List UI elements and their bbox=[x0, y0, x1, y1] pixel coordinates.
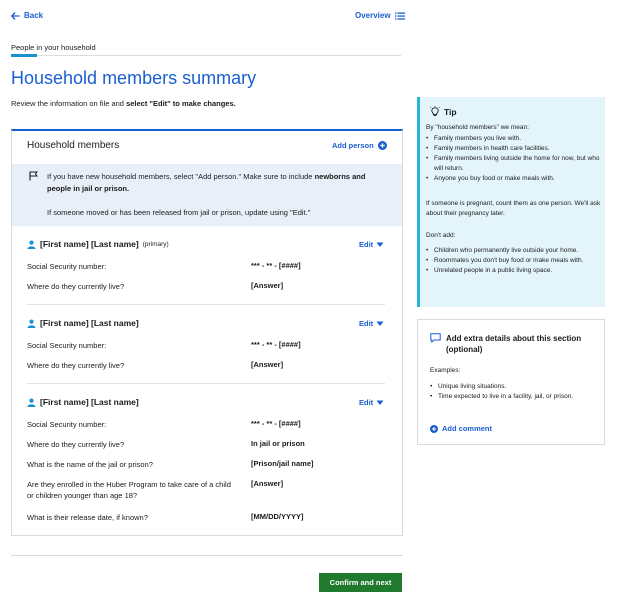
tip-list-item: • Children who permanently live outside your home. bbox=[426, 246, 601, 256]
extra-details-title: Add extra details about this section (optional) bbox=[446, 334, 582, 354]
member-divider bbox=[27, 383, 385, 384]
arrow-left-icon bbox=[11, 12, 20, 20]
member-name bbox=[27, 397, 139, 407]
tip-list-item: • Roommates you don't buy food or make meals with. bbox=[426, 256, 601, 266]
edit-member-button[interactable] bbox=[359, 398, 384, 407]
notice-text-2: If someone moved or has been released from jail or prison, update using "Edit." bbox=[47, 208, 311, 217]
field-value: In jail or prison bbox=[251, 439, 305, 448]
card-title: Household members bbox=[27, 140, 120, 151]
member-name-text: [First name] [Last name] bbox=[40, 239, 139, 249]
intro-bold: select "Edit" to make changes. bbox=[126, 99, 236, 108]
field-value: *** - ** - [####] bbox=[251, 261, 301, 270]
member-name bbox=[27, 239, 169, 249]
field-label: Social Security number: bbox=[27, 341, 107, 350]
person-icon bbox=[27, 319, 36, 328]
field-label: Where do they currently live? bbox=[27, 361, 125, 370]
field-value: *** - ** - [####] bbox=[251, 340, 301, 349]
back-link[interactable] bbox=[11, 11, 43, 20]
notice-text-bold: newborns and people in jail or prison. bbox=[47, 172, 366, 193]
field-label: What is the name of the jail or prison? bbox=[27, 460, 153, 469]
field-value: [MM/DD/YYYY] bbox=[251, 512, 304, 521]
person-icon bbox=[27, 398, 36, 407]
confirm-and-next-button[interactable]: Confirm and next bbox=[319, 573, 402, 592]
tip-list-item: • Family members in health care facilities. bbox=[426, 144, 601, 154]
tip-title bbox=[430, 106, 457, 117]
person-icon bbox=[27, 240, 36, 249]
caret-down-icon bbox=[376, 400, 384, 406]
overview-link[interactable] bbox=[355, 11, 405, 20]
tip-list-item: • Family members you live with. bbox=[426, 134, 601, 144]
list-icon bbox=[395, 12, 405, 20]
field-value: [Prison/jail name] bbox=[251, 459, 314, 468]
section-progress-accent bbox=[11, 54, 37, 57]
field-label: Social Security number: bbox=[27, 420, 107, 429]
tip-dont-add-label: Don't add: bbox=[426, 232, 456, 239]
field-label: Where do they currently live? bbox=[27, 282, 125, 291]
tip-intro: By "household members" we mean: bbox=[426, 124, 529, 131]
field-value: [Answer] bbox=[251, 479, 284, 488]
tip-list-item: • Family members living outside the home for now, but who will return. bbox=[426, 154, 601, 174]
examples-label: Examples: bbox=[430, 367, 461, 374]
add-comment-button[interactable] bbox=[430, 424, 492, 433]
section-label: People in your household bbox=[11, 43, 96, 52]
add-person-label: Add person bbox=[332, 141, 374, 150]
notice-text bbox=[47, 171, 367, 195]
tip-include-list bbox=[426, 134, 601, 184]
field-label: Are they enrolled in the Huber Program to take care of a child or children younger than age 18? bbox=[27, 480, 231, 500]
caret-down-icon bbox=[376, 242, 384, 248]
lightbulb-icon bbox=[430, 106, 440, 117]
section-divider bbox=[11, 55, 401, 56]
tip-list-item: • Unrelated people in a public living space. bbox=[426, 266, 601, 276]
member-tag: (primary) bbox=[142, 240, 169, 248]
comment-icon bbox=[430, 333, 441, 343]
member-name-text: [First name] [Last name] bbox=[40, 318, 139, 328]
tip-title-text: Tip bbox=[444, 106, 457, 117]
edit-label: Edit bbox=[359, 240, 374, 249]
notice-text-part: If you have new household members, select "Add person." Make sure to include bbox=[47, 172, 315, 181]
plus-circle-icon bbox=[378, 141, 387, 150]
footer-divider bbox=[11, 555, 403, 556]
example-item: • Unique living situations. bbox=[430, 382, 595, 392]
caret-down-icon bbox=[376, 321, 384, 327]
tip-list-item: • Anyone you buy food or make meals with. bbox=[426, 174, 601, 184]
overview-label: Overview bbox=[355, 11, 391, 20]
edit-member-button[interactable] bbox=[359, 240, 384, 249]
field-value: [Answer] bbox=[251, 360, 284, 369]
add-person-button[interactable] bbox=[332, 141, 387, 150]
tip-pregnant-note: If someone is pregnant, count them as one person. We'll ask about their pregnancy later. bbox=[426, 200, 601, 217]
flag-icon bbox=[29, 171, 38, 181]
edit-member-button[interactable] bbox=[359, 319, 384, 328]
back-label: Back bbox=[24, 11, 44, 20]
page-intro bbox=[11, 99, 236, 108]
examples-list bbox=[430, 382, 595, 402]
intro-text: Review the information on file and bbox=[11, 99, 127, 108]
field-value: *** - ** - [####] bbox=[251, 419, 301, 428]
tip-exclude-list bbox=[426, 246, 601, 276]
example-item: • Time expected to live in a facility, jail, or prison. bbox=[430, 392, 595, 402]
edit-label: Edit bbox=[359, 398, 374, 407]
member-divider bbox=[27, 304, 385, 305]
member-name-text: [First name] [Last name] bbox=[40, 397, 139, 407]
plus-circle-icon bbox=[430, 425, 438, 433]
field-label: Social Security number: bbox=[27, 262, 107, 271]
edit-label: Edit bbox=[359, 319, 374, 328]
page-title: Household members summary bbox=[11, 68, 257, 88]
add-comment-label: Add comment bbox=[442, 424, 493, 433]
field-label: What is their release date, if known? bbox=[27, 513, 148, 522]
field-label: Where do they currently live? bbox=[27, 440, 125, 449]
field-value: [Answer] bbox=[251, 281, 284, 290]
member-name bbox=[27, 318, 139, 328]
